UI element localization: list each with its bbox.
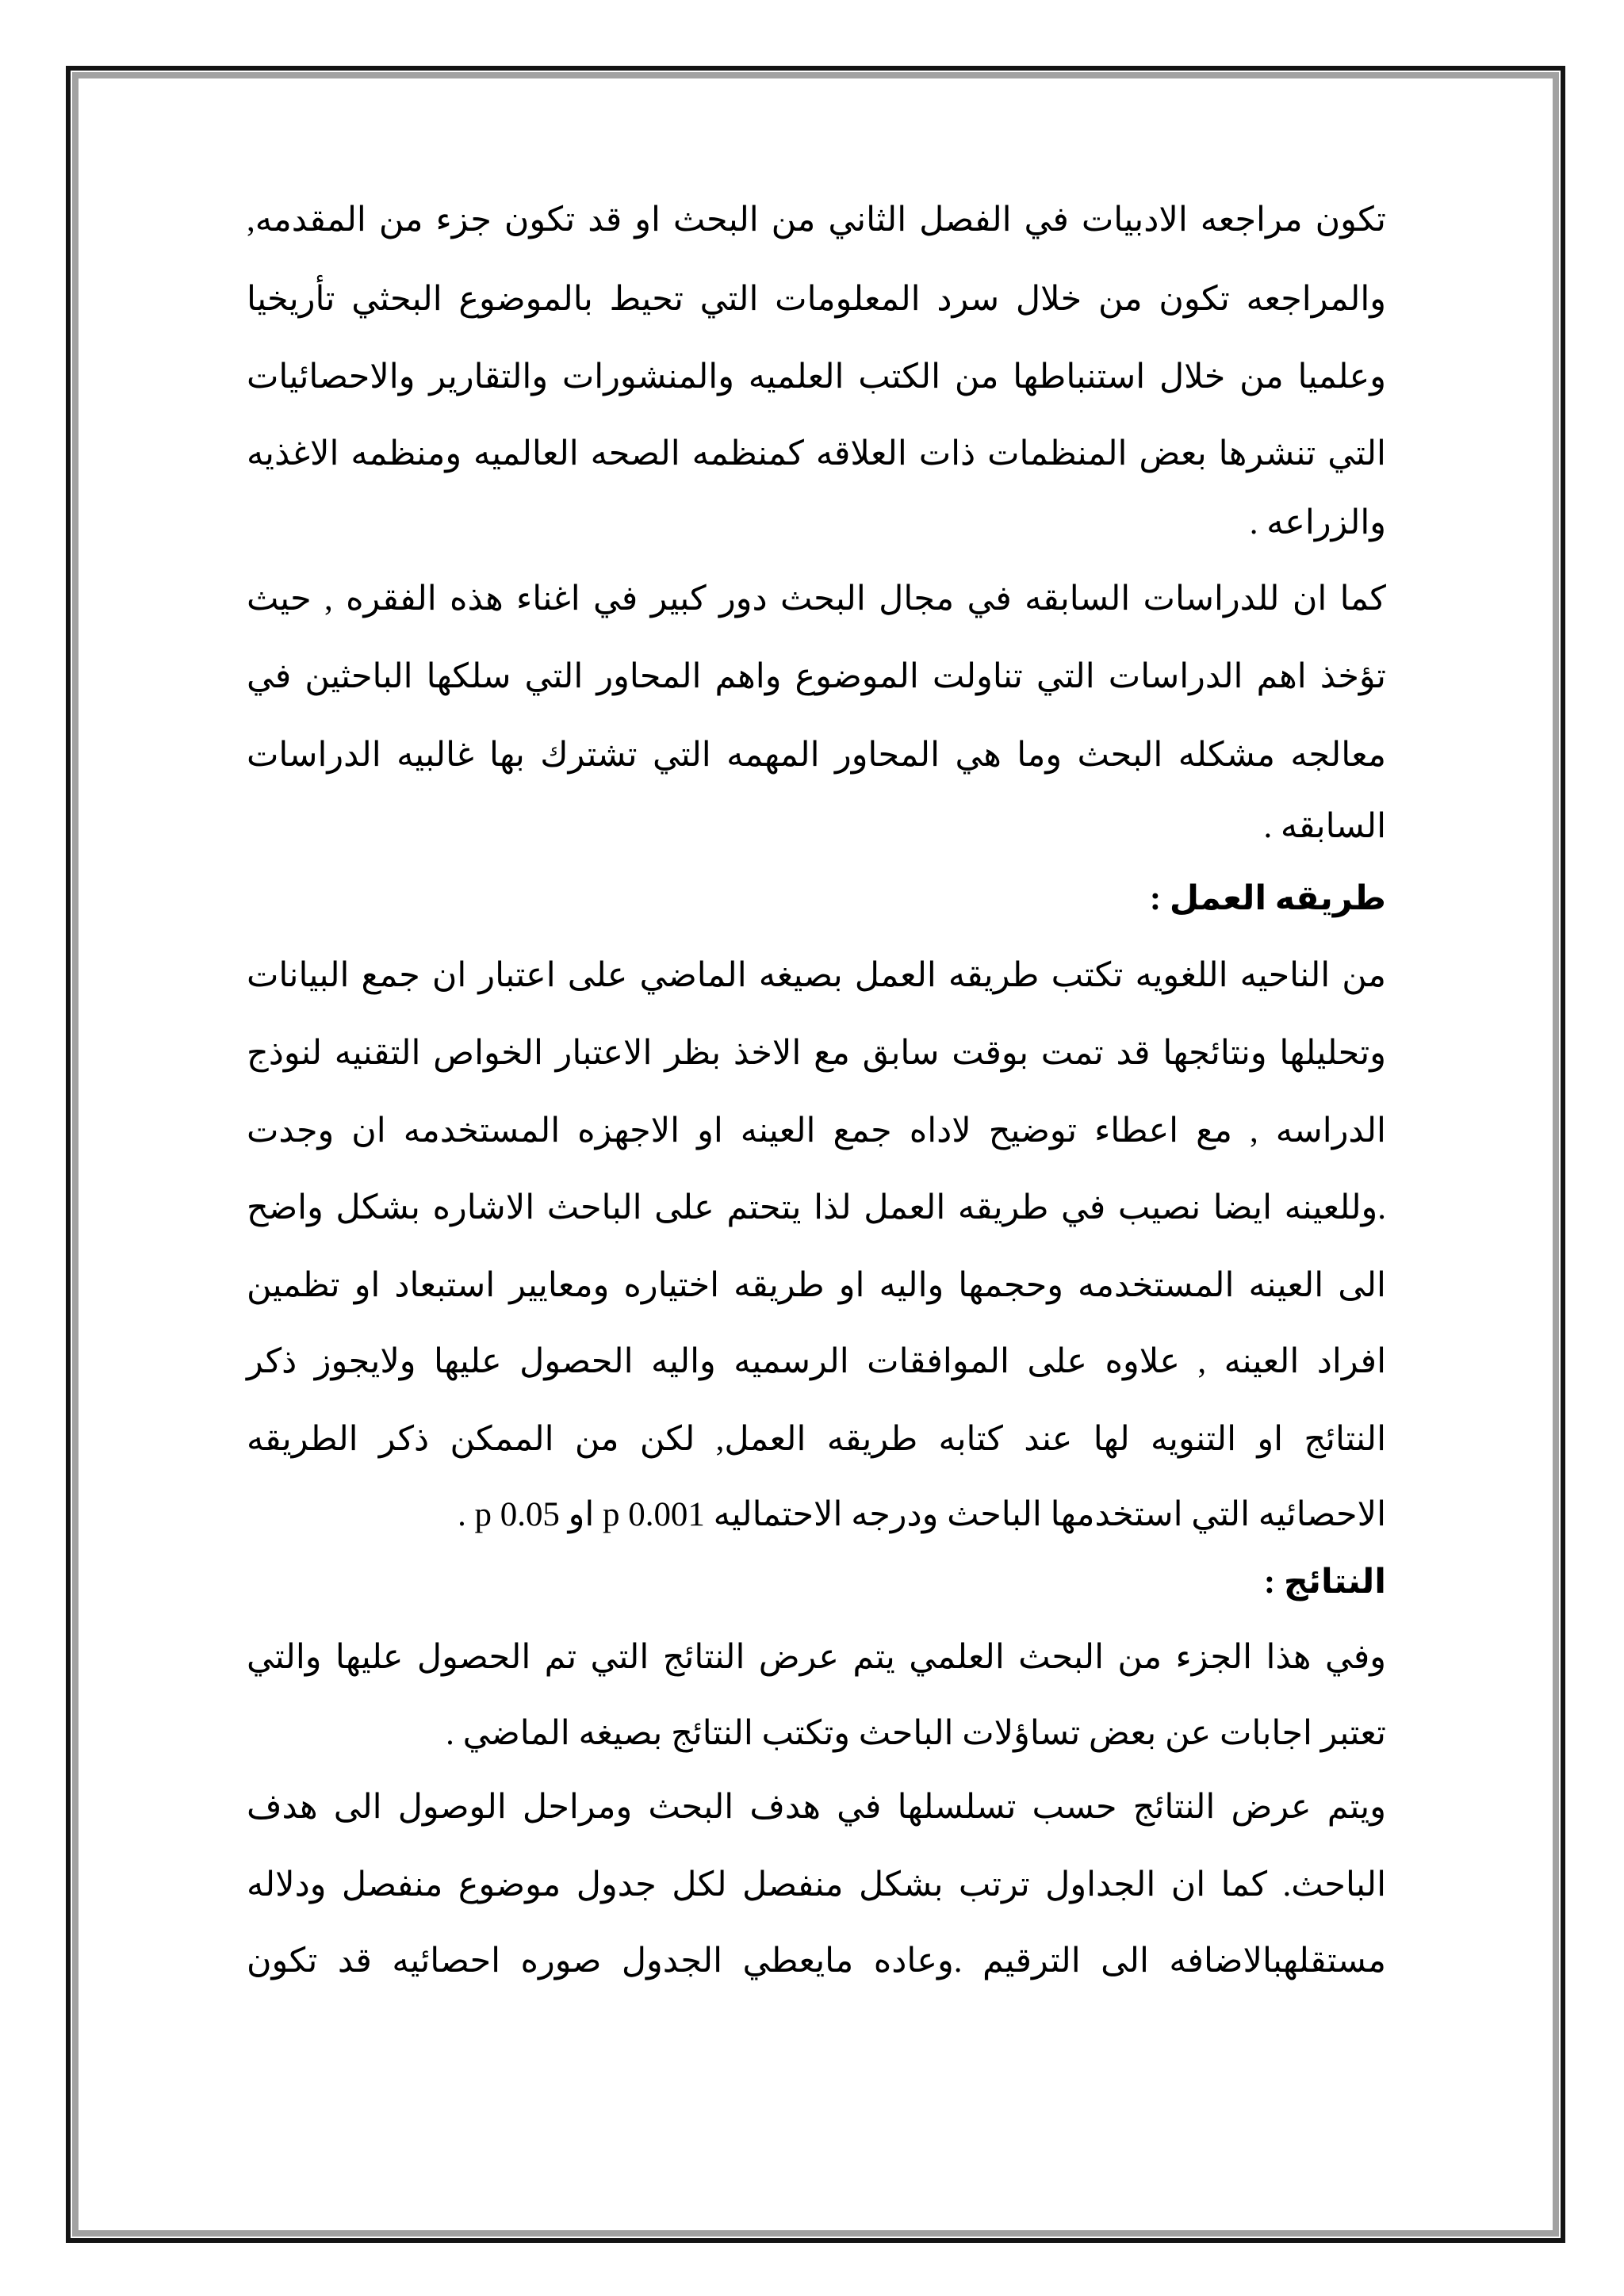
text-line: من الناحيه اللغويه تكتب طريقه العمل بصيغه الماضي على اعتبار ان جمع البيانات xyxy=(247,957,1386,994)
text-line: وتحليلها ونتائجها قد تمت بوقت سابق مع الاخذ بظر الاعتبار الخواص التقنيه لنوذج xyxy=(247,1035,1386,1072)
text-line: معالجه مشكله البحث وما هي المحاور المهمه التي تشترك بها غالبيه الدراسات xyxy=(247,737,1386,774)
text-line: السابقه . xyxy=(1263,808,1386,845)
section-heading: النتائج : xyxy=(1263,1563,1386,1601)
text-line: مستقلهبالاضافه الى الترقيم .وعاده مايعطي الجدول صوره احصائيه قد تكون xyxy=(247,1942,1386,1980)
text-line: كما ان للدراسات السابقه في مجال البحث دور كبير في اغناء هذه الفقره , حيث xyxy=(247,580,1386,618)
text-line: افراد العينه , علاوه على الموافقات الرسميه واليه الحصول عليها ولايجوز ذكر xyxy=(247,1343,1386,1380)
text-line: الاحصائيه التي استخدمها الباحث ودرجه الاحتماليه p 0.001 او p 0.05 . xyxy=(458,1496,1386,1533)
text-line: الدراسه , مع اعطاء توضيح لاداه جمع العينه او الاجهزه المستخدمه ان وجدت xyxy=(247,1112,1386,1150)
text-line: والمراجعه تكون من خلال سرد المعلومات التي تحيط بالموضوع البحثي تأريخيا xyxy=(247,281,1386,318)
text-line: التي تنشرها بعض المنظمات ذات العلاقه كمنظمه الصحه العالميه ومنظمه الاغذيه xyxy=(247,435,1386,473)
text-line: النتائج او التنويه لها عند كتابه طريقه العمل, لكن من الممكن ذكر الطريقه xyxy=(247,1421,1386,1458)
text-line: تؤخذ اهم الدراسات التي تناولت الموضوع واهم المحاور التي سلكها الباحثين في xyxy=(247,658,1386,695)
text-line: الباحث. كما ان الجداول ترتب بشكل منفصل لكل جدول موضوع منفصل ودلاله xyxy=(247,1866,1386,1904)
text-line: والزراعه . xyxy=(1249,504,1386,541)
text-line: تعتبر اجابات عن بعض تساؤلات الباحث وتكتب النتائج بصيغه الماضي . xyxy=(446,1715,1386,1752)
text-line: تكون مراجعه الادبيات في الفصل الثاني من البحث او قد تكون جزء من المقدمه, xyxy=(247,201,1386,239)
section-heading: طريقه العمل : xyxy=(1149,880,1386,917)
text-line: .وللعينه ايضا نصيب في طريقه العمل لذا يتحتم على الباحث الاشاره بشكل واضح xyxy=(247,1189,1386,1226)
text-line: وعلميا من خلال استنباطها من الكتب العلميه والمنشورات والتقارير والاحصائيات xyxy=(247,358,1386,396)
text-line: ويتم عرض النتائج حسب تسلسلها في هدف البحث ومراحل الوصول الى هدف xyxy=(247,1789,1386,1826)
text-line: وفي هذا الجزء من البحث العلمي يتم عرض النتائج التي تم الحصول عليها والتي xyxy=(247,1639,1386,1676)
text-line: الى العينه المستخدمه وحجمها واليه او طريقه اختياره ومعايير استبعاد او تظمين xyxy=(247,1267,1386,1304)
